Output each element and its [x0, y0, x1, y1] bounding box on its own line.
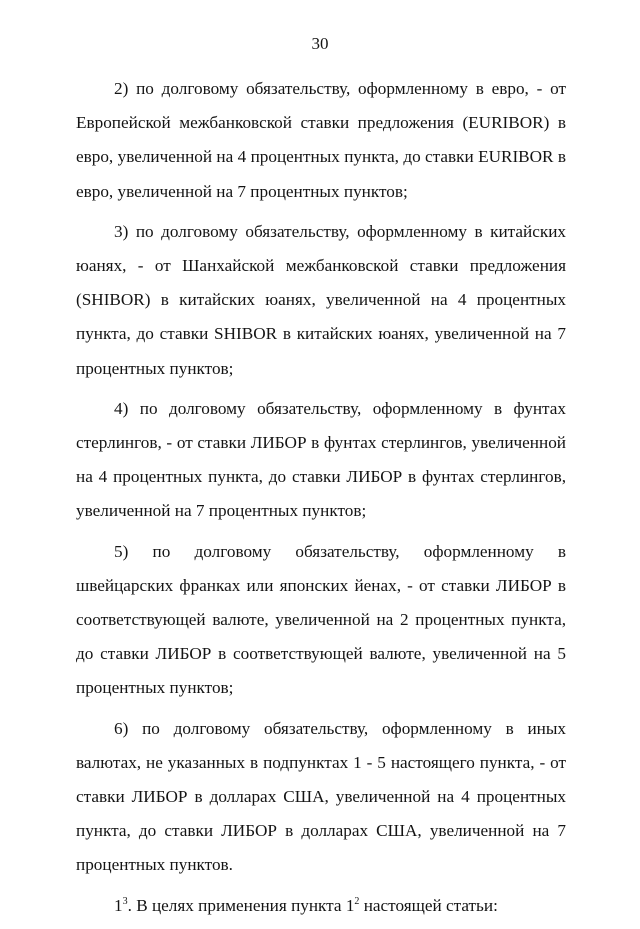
subparagraph-2: 2) по долговому обязательству, оформленному в евро, - от Европейской межбанковской ставки предложения (EURIBOR) в евро, увеличенной на 4 процентных пункта, до ставки EURIBOR в евро, увеличенной на 7 процентных пунктов; — [76, 79, 566, 201]
document-body — [76, 72, 566, 929]
clause-reference: 1 — [345, 895, 355, 915]
subparagraph-5: 5) по долговому обязательству, оформленному в швейцарских франках или японских йенах, - от ставки ЛИБОР в соответствующей валюте, увеличенной на 2 процентных пункта, до ставки ЛИБОР в соответствующей валюте, увеличенной на 5 процентных пунктов; — [76, 541, 566, 698]
clause-text-before-ref: . В целях применения пункта — [127, 895, 346, 915]
clause-number-superscript: 3 — [122, 895, 128, 907]
clause-1-3-intro — [76, 889, 566, 923]
page-number: 30 — [311, 34, 329, 53]
clause-number: 1 — [114, 895, 123, 915]
clause-text-after-ref: настоящей статьи: — [359, 895, 498, 915]
clause-reference-superscript: 2 — [354, 895, 360, 907]
subparagraph-3: 3) по долговому обязательству, оформленному в китайских юанях, - от Шанхайской межбанковской ставки предложения (SHIBOR) в китайских юанях, увеличенной на 4 процентных пункта, до ставки SHIBOR в китайских юанях, увеличенной на 7 процентных пунктов; — [76, 221, 566, 378]
subparagraph-4: 4) по долговому обязательству, оформленному в фунтах стерлингов, - от ставки ЛИБОР в фунтах стерлингов, увеличенной на 4 процентных пункта, до ставки ЛИБОР в фунтах стерлингов, увеличенной на 7 процентных пунктов; — [76, 398, 566, 521]
subparagraph-6: 6) по долговому обязательству, оформленному в иных валютах, не указанных в подпунктах 1 - 5 настоящего пункта, - от ставки ЛИБОР в долларах США, увеличенной на 4 процентных пункта, до ставки ЛИБОР в долларах США, увеличенной на 7 процентных пунктов. — [76, 718, 566, 875]
